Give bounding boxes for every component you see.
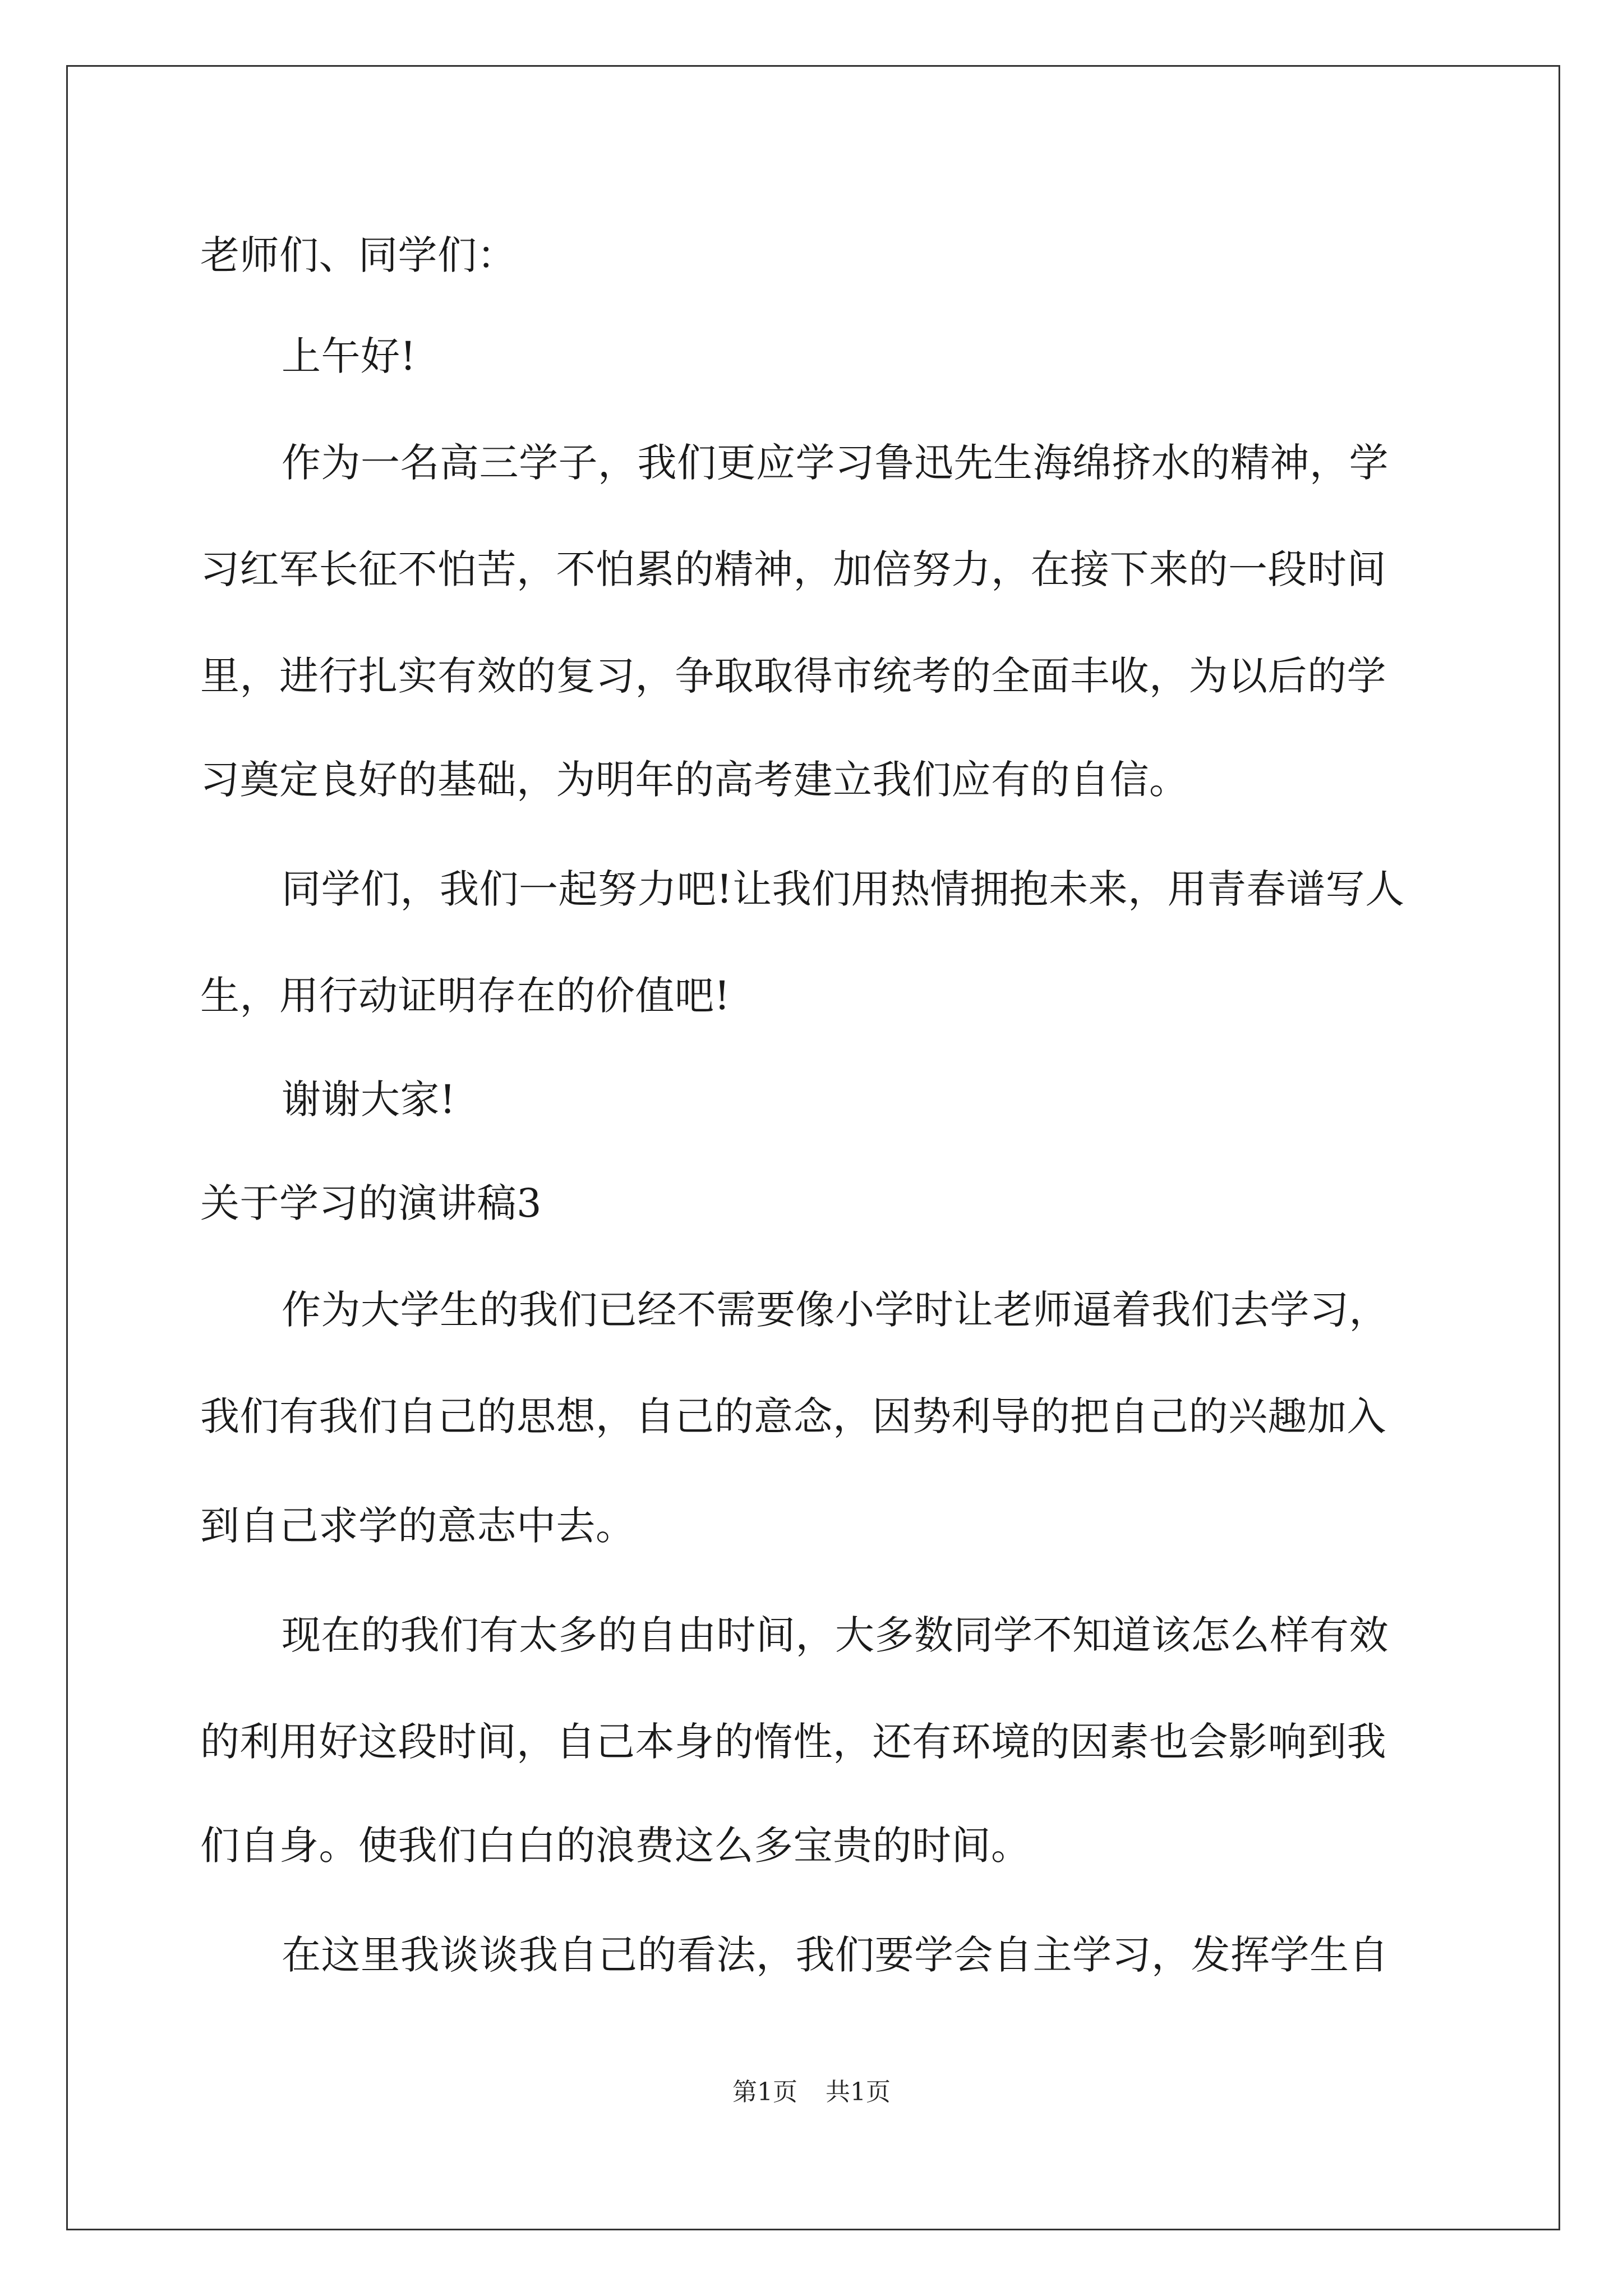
paragraph-line: 上午好! (282, 333, 417, 379)
paragraph-line: 习红军长征不怕苦，不怕累的精神，加倍努力，在接下来的一段时间 (200, 546, 1386, 592)
page-total: 共1页 (826, 2078, 891, 2106)
paragraph-line: 到自己求学的意志中去。 (200, 1503, 635, 1549)
paragraph-line: 里，进行扎实有效的复习，争取取得市统考的全面丰收，为以后的学 (200, 653, 1386, 699)
section-heading: 关于学习的演讲稿3 (200, 1180, 542, 1226)
paragraph-line: 生，用行动证明存在的价值吧! (200, 973, 731, 1019)
paragraph-line: 谢谢大家! (282, 1076, 456, 1122)
paragraph-line: 作为一名高三学子，我们更应学习鲁迅先生海绵挤水的精神，学 (282, 440, 1389, 486)
page-footer (0, 2076, 1623, 2109)
paragraph-line: 的利用好这段时间，自己本身的惰性，还有环境的因素也会影响到我 (200, 1719, 1386, 1765)
paragraph-line: 在这里我谈谈我自己的看法，我们要学会自主学习，发挥学生自 (282, 1932, 1389, 1978)
paragraph-line: 习奠定良好的基础，为明年的高考建立我们应有的自信。 (200, 757, 1189, 803)
greeting: 老师们、同学们： (200, 232, 517, 278)
paragraph-line: 们自身。使我们白白的浪费这么多宝贵的时间。 (200, 1823, 1031, 1869)
paragraph-line: 同学们，我们一起努力吧!让我们用热情拥抱未来，用青春谱写人 (282, 866, 1405, 912)
page-border (66, 65, 1560, 2230)
page-number: 第1页 (732, 2078, 797, 2106)
paragraph-line: 现在的我们有太多的自由时间，大多数同学不知道该怎么样有效 (282, 1612, 1389, 1658)
paragraph-line: 我们有我们自己的思想，自己的意念，因势利导的把自己的兴趣加入 (200, 1393, 1386, 1439)
paragraph-line: 作为大学生的我们已经不需要像小学时让老师逼着我们去学习， (282, 1287, 1389, 1333)
